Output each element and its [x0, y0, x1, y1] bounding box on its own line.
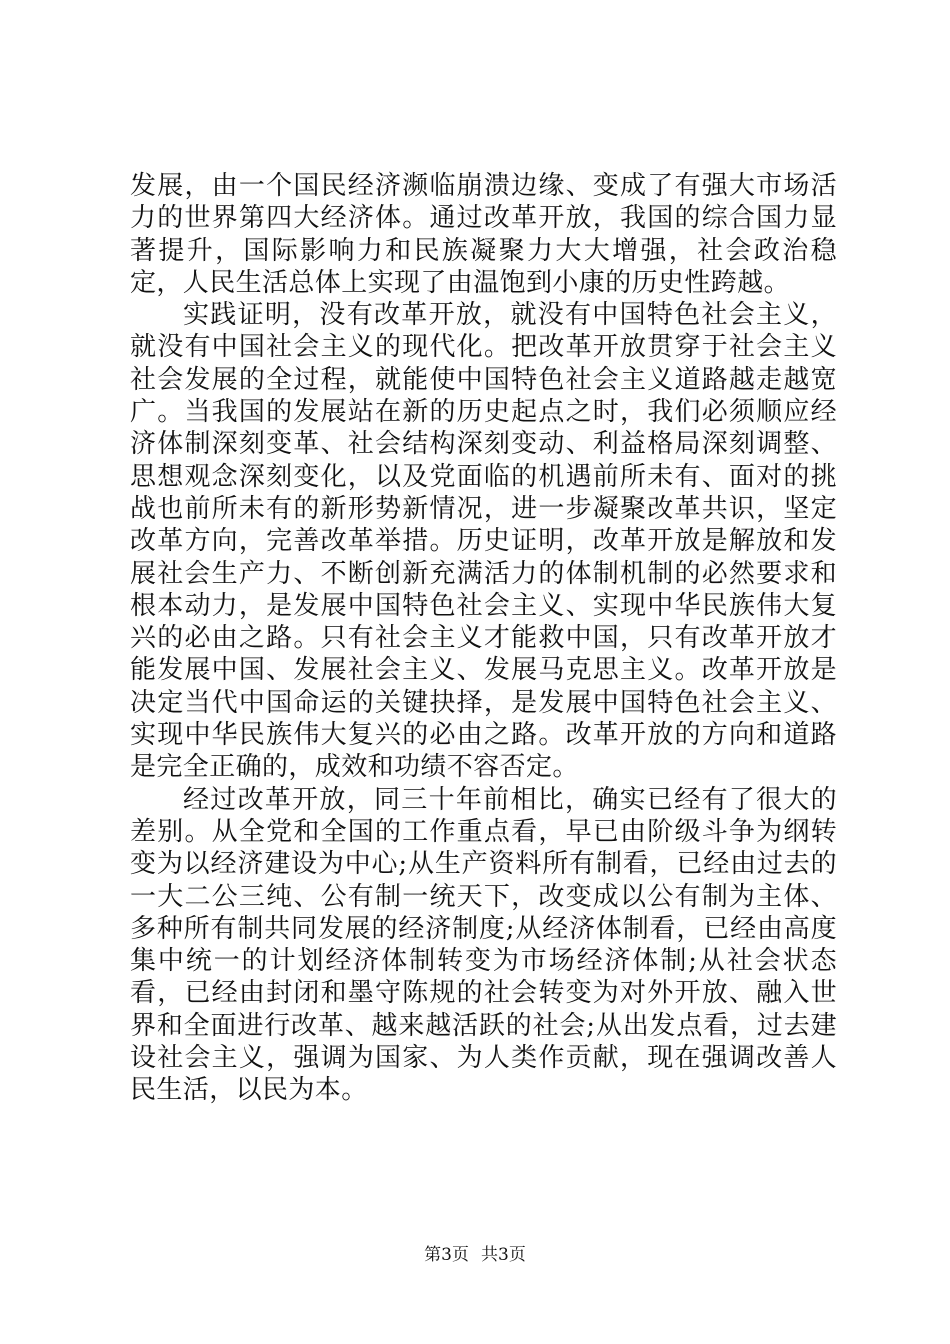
paragraph: 经过改革开放，同三十年前相比，确实已经有了很大的差别。从全党和全国的工作重点看，早已由阶级斗争为纲转变为以经济建设为中心;从生产资料所有制看，已经由过去的一大二公三纯、公有制一统天下，改变成以公有制为主体、多种所有制共同发展的经济制度;从经济体制看，已经由高度集中统一的计划经济体制转变为市场经济体制;从社会状态看，已经由封闭和墨守陈规的社会转变为对外开放、融入世界和全面进行改革、越来越活跃的社会;从出发点看，过去建设社会主义，强调为国家、为人类作贡献，现在强调改善人民生活，以民为本。 — [130, 784, 837, 1106]
page-footer — [0, 1244, 950, 1266]
paragraph: 实践证明，没有改革开放，就没有中国特色社会主义，就没有中国社会主义的现代化。把改革开放贯穿于社会主义社会发展的全过程，就能使中国特色社会主义道路越走越宽广。当我国的发展站在新的历史起点之时，我们必须顺应经济体制深刻变革、社会结构深刻变动、利益格局深刻调整、思想观念深刻变化，以及党面临的机遇前所未有、面对的挑战也前所未有的新形势新情况，进一步凝聚改革共识，坚定改革方向，完善改革举措。历史证明，改革开放是解放和发展社会生产力、不断创新充满活力的体制机制的必然要求和根本动力，是发展中国特色社会主义、实现中华民族伟大复兴的必由之路。只有社会主义才能救中国，只有改革开放才能发展中国、发展社会主义、发展马克思主义。改革开放是决定当代中国命运的关键抉择，是发展中国特色社会主义、实现中华民族伟大复兴的必由之路。改革开放的方向和道路是完全正确的，成效和功绩不容否定。 — [130, 300, 837, 783]
document-body — [130, 170, 837, 1107]
page-number: 第3页 — [424, 1245, 469, 1265]
paragraph: 发展，由一个国民经济濒临崩溃边缘、变成了有强大市场活力的世界第四大经济体。通过改革开放，我国的综合国力显著提升，国际影响力和民族凝聚力大大增强，社会政治稳定，人民生活总体上实现了由温饱到小康的历史性跨越。 — [130, 171, 837, 298]
page-total: 共3页 — [481, 1245, 526, 1265]
